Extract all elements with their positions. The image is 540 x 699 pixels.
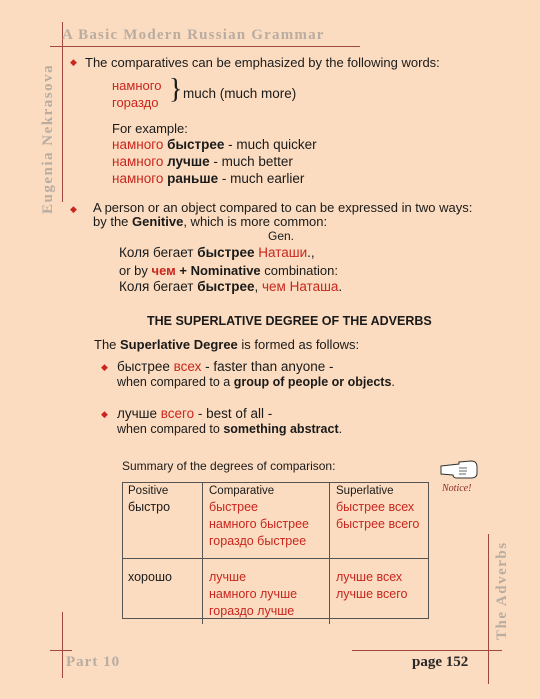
bullet-icon: ◆ [70,204,77,214]
summary-caption: Summary of the degrees of comparison: [122,459,336,473]
positive-cell: хорошо [128,570,172,584]
table-row [122,482,428,559]
notice-label: Notice! [442,483,472,494]
s2-line-2: by the Genitive, which is more common: [93,214,328,229]
s1-intro: The comparatives can be emphasized by the following words: [85,55,440,70]
s2-or-line: or by чем + Nominative combination: [119,263,338,278]
left-bottom-rule [62,612,63,678]
header-comparative: Comparative [209,485,275,497]
superlative-cell: лучше всего [336,587,408,601]
bullet-icon: ◆ [70,57,77,67]
book-title: A Basic Modern Russian Grammar [62,27,325,43]
footer-left-rule [50,650,72,651]
s1-example-3: намного раньше - much earlier [112,171,305,186]
comparative-cell: гораздо быстрее [209,534,307,548]
positive-cell: быстро [128,500,171,514]
superlative-cell: быстрее всего [336,517,420,531]
brace: } [169,74,183,105]
comparative-cell: быстрее [209,500,258,514]
s3-bullet-2-note: when compared to something abstract. [117,422,343,436]
superlative-cell: быстрее всех [336,500,415,514]
bullet-icon: ◆ [101,362,108,372]
comparative-cell: намного быстрее [209,517,309,531]
comparative-cell: лучше [209,570,247,584]
comparative-cell: намного лучше [209,587,298,601]
genitive-marker: Gen. [268,229,295,243]
right-rule [488,534,489,684]
table-row [122,559,428,625]
s1-word-2: гораздо [112,95,159,110]
page-number: page 152 [412,654,469,670]
summary-table [122,482,428,624]
s2-example-1: Коля бегает быстрее Наташи., [119,245,315,260]
s1-meaning: much (much more) [183,86,297,101]
s3-bullet-1-note: when compared to a group of people or objects. [117,375,395,389]
header-rule [50,46,360,47]
s1-word-1: намного [112,78,162,93]
s1-for-example: For example: [112,121,188,136]
comparative-cell: гораздо лучше [209,604,295,618]
s3-bullet-2: лучше всего - best of all - [117,406,273,421]
chapter-name: The Adverbs [494,541,510,640]
header-superlative: Superlative [336,485,394,497]
author-name: Eugenia Nekrasova [40,63,56,214]
s3-bullet-1: быстрее всех - faster than anyone - [117,359,334,374]
s2-example-2: Коля бегает быстрее, чем Наташа. [119,279,343,294]
part-label: Part 10 [66,654,121,670]
s3-formed: The Superlative Degree is formed as follows: [94,337,360,352]
footer-right-rule [352,650,502,651]
s1-example-2: намного лучше - much better [112,154,293,169]
header-positive: Positive [128,485,169,497]
superlative-cell: лучше всех [336,570,403,584]
bullet-icon: ◆ [101,409,108,419]
left-rule [62,22,63,202]
s2-line-1: A person or an object compared to can be expressed in two ways: [93,200,473,215]
superlative-heading: THE SUPERLATIVE DEGREE OF THE ADVERBS [147,314,432,328]
s1-example-1: намного быстрее - much quicker [112,137,317,152]
